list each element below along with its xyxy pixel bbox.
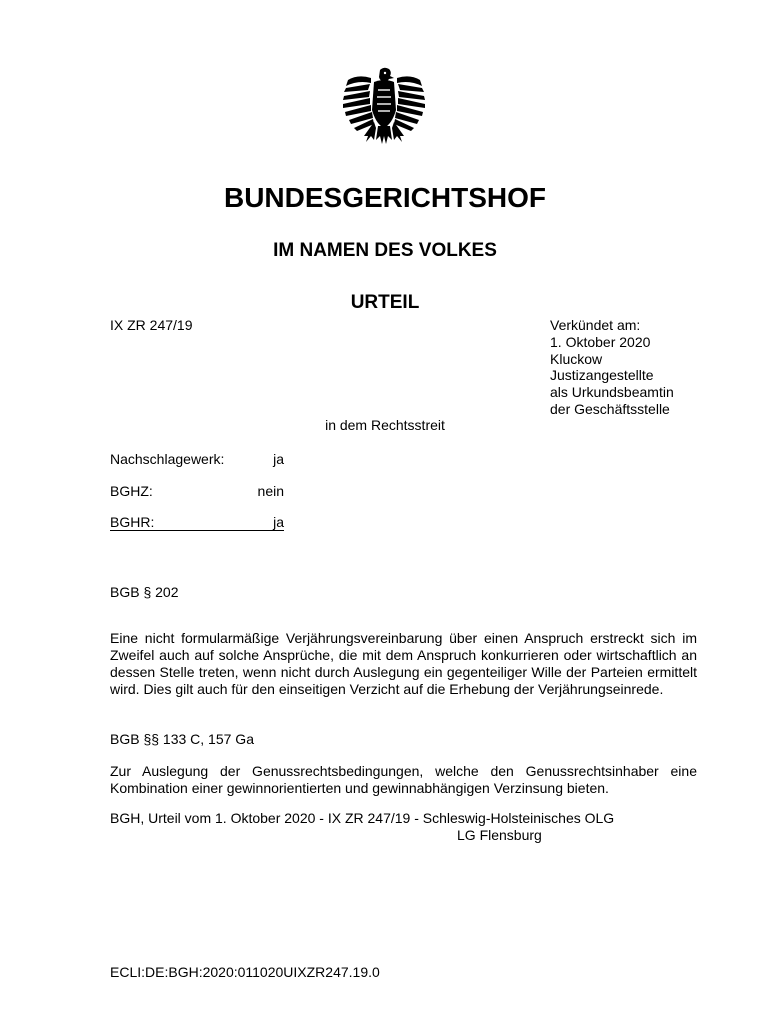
document-type: URTEIL bbox=[350, 292, 420, 313]
citation-lower-court: LG Flensburg bbox=[457, 827, 542, 843]
headnote-paragraph: Zur Auslegung der Genussrechtsbedingungen, welche den Genussrechtsinhaber eine Kombination einer gewinnorientierten und gewinnabhängigen Verzinsung bieten. bbox=[110, 763, 697, 796]
norm-reference: BGB §§ 133 C, 157 Ga bbox=[110, 731, 254, 747]
nachschlagewerk-value: ja bbox=[273, 451, 284, 467]
announcement-line: Justizangestellte bbox=[550, 367, 654, 384]
bghz-label: BGHZ: bbox=[110, 483, 153, 499]
bghr-underline bbox=[110, 530, 284, 531]
headnote-paragraph: Eine nicht formularmäßige Verjährungsvereinbarung über einen Anspruch erstreckt sich im Zweifel auch auf solche Ansprüche, die mit dem Anspruch konkurrieren oder wirtschaftlich an dessen Stelle treten, wenn nicht durch Auslegung ein gegenteiliger Wille der Parteien ermittelt wird. Dies gilt auch für den einseitigen Verzicht auf die Erhebung der Verjährungseinrede. bbox=[110, 630, 697, 697]
bghr-value: ja bbox=[273, 514, 284, 530]
announcement-clerk-name: Kluckow bbox=[550, 350, 603, 367]
citation: BGH, Urteil vom 1. Oktober 2020 - IX ZR 247/19 - Schleswig-Holsteinisches OLG bbox=[110, 810, 615, 826]
case-number: IX ZR 247/19 bbox=[110, 317, 193, 333]
announcement-line: als Urkundsbeamtin bbox=[550, 384, 674, 401]
ecli-identifier: ECLI:DE:BGH:2020:011020UIXZR247.19.0 bbox=[110, 964, 380, 980]
bghz-value: nein bbox=[257, 483, 284, 499]
proceeding-label: in dem Rechtsstreit bbox=[325, 417, 445, 433]
announcement-block bbox=[550, 317, 674, 418]
subtitle: IM NAMEN DES VOLKES bbox=[273, 240, 497, 261]
court-name: BUNDESGERICHTSHOF bbox=[223, 182, 546, 213]
announcement-line: Verkündet am: bbox=[550, 317, 641, 333]
announcement-line: der Geschäftsstelle bbox=[550, 400, 670, 417]
announcement-date: 1. Oktober 2020 bbox=[550, 333, 651, 350]
norm-reference: BGB § 202 bbox=[110, 584, 179, 600]
nachschlagewerk-label: Nachschlagewerk: bbox=[110, 451, 225, 467]
federal-eagle-icon bbox=[340, 66, 428, 148]
bghr-label: BGHR: bbox=[110, 514, 155, 530]
